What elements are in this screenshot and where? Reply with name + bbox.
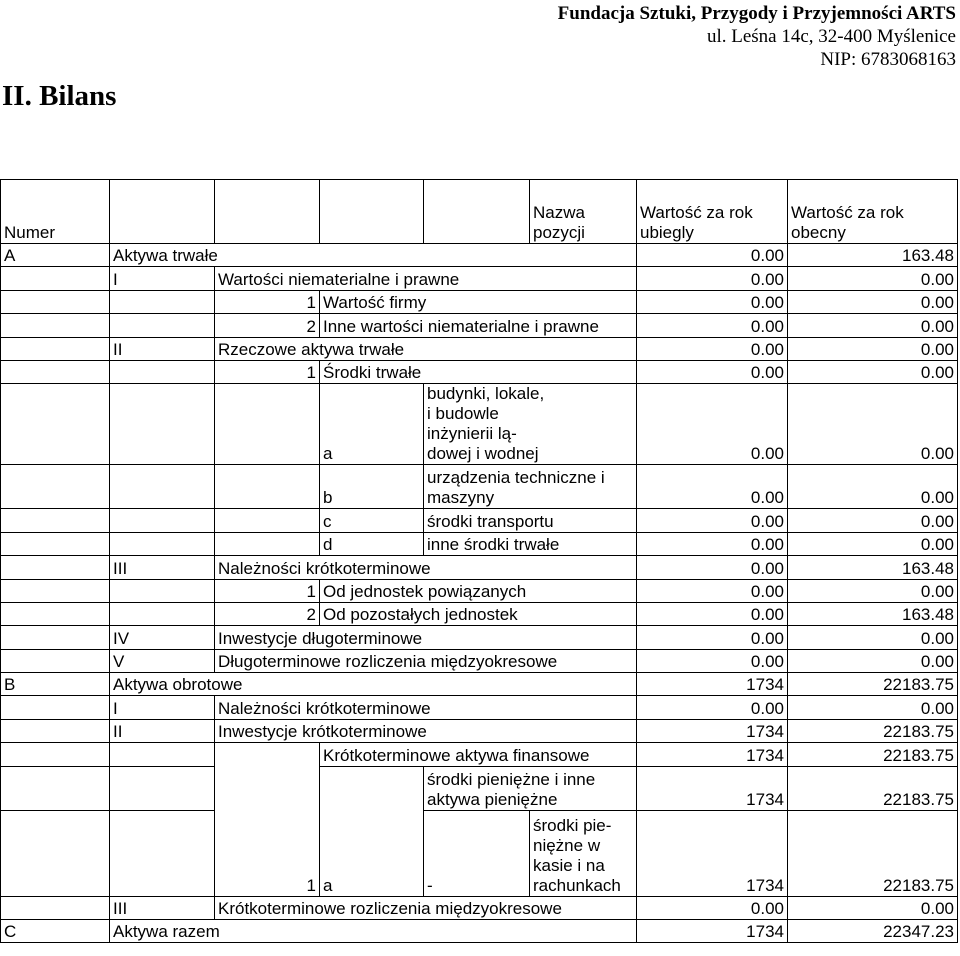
table-row: 2 Inne wartości niematerialne i prawne 0.00 0.00: [1, 314, 958, 337]
table-row: B Aktywa obrotowe 1734 22183.75: [1, 673, 958, 696]
row-name: Od jednostek powiązanych: [320, 579, 637, 602]
organization-header: [558, 2, 956, 71]
row-name: Wartość firmy: [320, 290, 637, 313]
row-name: środki transportu: [424, 509, 637, 532]
row-name: urządzenia techniczne i maszyny: [424, 465, 637, 509]
table-row: c środki transportu 0.00 0.00: [1, 509, 958, 532]
table-row: a środki pieniężne i inne aktywa pieniężne 1734 22183.75: [1, 766, 958, 810]
header-current-year: Wartość za rok obecny: [788, 180, 958, 244]
table-row: 1 Krótkoterminowe aktywa finansowe 1734 22183.75: [1, 743, 958, 766]
organization-name: Fundacja Sztuki, Przygody i Przyjemności ARTS: [557, 3, 956, 24]
row-name: Inne wartości niematerialne i prawne: [320, 314, 637, 337]
table-row: III Należności krótkoterminowe 0.00 163.48: [1, 556, 958, 579]
row-name: Środki trwałe: [320, 360, 637, 383]
row-name: Należności krótkoterminowe: [215, 696, 637, 719]
table-header-row: [1, 180, 958, 244]
balance-table: [0, 179, 958, 943]
header-numer: Numer: [1, 180, 110, 244]
table-row: 2 Od pozostałych jednostek 0.00 163.48: [1, 602, 958, 625]
row-name: Aktywa razem: [110, 920, 637, 943]
row-name: Inwestycje długoterminowe: [215, 626, 637, 649]
row-name: Rzeczowe aktywa trwałe: [215, 337, 637, 360]
row-name: Wartości niematerialne i prawne: [215, 267, 637, 290]
row-name: Aktywa obrotowe: [110, 673, 637, 696]
row-name: inne środki trwałe: [424, 532, 637, 555]
table-row: II Rzeczowe aktywa trwałe 0.00 0.00: [1, 337, 958, 360]
table-row: I Należności krótkoterminowe 0.00 0.00: [1, 696, 958, 719]
table-row: II Inwestycje krótkoterminowe 1734 22183.75: [1, 719, 958, 742]
row-name: Od pozostałych jednostek: [320, 602, 637, 625]
table-row: 1 Wartość firmy 0.00 0.00: [1, 290, 958, 313]
organization-nip: NIP: 6783068163: [820, 49, 956, 70]
row-name: Inwestycje krótkoterminowe: [215, 719, 637, 742]
table-row: 1 Od jednostek powiązanych 0.00 0.00: [1, 579, 958, 602]
row-name: Długoterminowe rozliczenia międzyokresowe: [215, 649, 637, 672]
page-title: II. Bilans: [2, 80, 117, 112]
row-name: środki pie-niężne w kasie i na rachunkach: [530, 810, 637, 896]
organization-address: ul. Leśna 14c, 32-400 Myślenice: [706, 26, 956, 47]
table-row: IV Inwestycje długoterminowe 0.00 0.00: [1, 626, 958, 649]
table-row: a budynki, lokale, i budowle inżynierii lą-dowej i wodnej 0.00 0.00: [1, 384, 958, 465]
row-name: środki pieniężne i inne aktywa pieniężne: [424, 766, 637, 810]
table-row: III Krótkoterminowe rozliczenia międzyokresowe 0.00 0.00: [1, 896, 958, 919]
table-row: b urządzenia techniczne i maszyny 0.00 0.00: [1, 465, 958, 509]
row-name: Krótkoterminowe rozliczenia międzyokresowe: [215, 896, 637, 919]
header-nazwa: Nazwa pozycji: [530, 180, 637, 244]
row-name: Aktywa trwałe: [110, 244, 637, 267]
table-row: A Aktywa trwałe 0.00 163.48: [1, 244, 958, 267]
row-name: Należności krótkoterminowe: [215, 556, 637, 579]
table-row: d inne środki trwałe 0.00 0.00: [1, 532, 958, 555]
row-name: budynki, lokale, i budowle inżynierii lą-dowej i wodnej: [424, 384, 637, 465]
table-row: I Wartości niematerialne i prawne 0.00 0.00: [1, 267, 958, 290]
table-row: C Aktywa razem 1734 22347.23: [1, 920, 958, 943]
row-name: Krótkoterminowe aktywa finansowe: [320, 743, 637, 766]
table-row: - środki pie-niężne w kasie i na rachunkach 1734 22183.75: [1, 810, 958, 896]
header-prev-year: Wartość za rok ubiegly: [637, 180, 788, 244]
table-row: V Długoterminowe rozliczenia międzyokresowe 0.00 0.00: [1, 649, 958, 672]
table-row: 1 Środki trwałe 0.00 0.00: [1, 360, 958, 383]
